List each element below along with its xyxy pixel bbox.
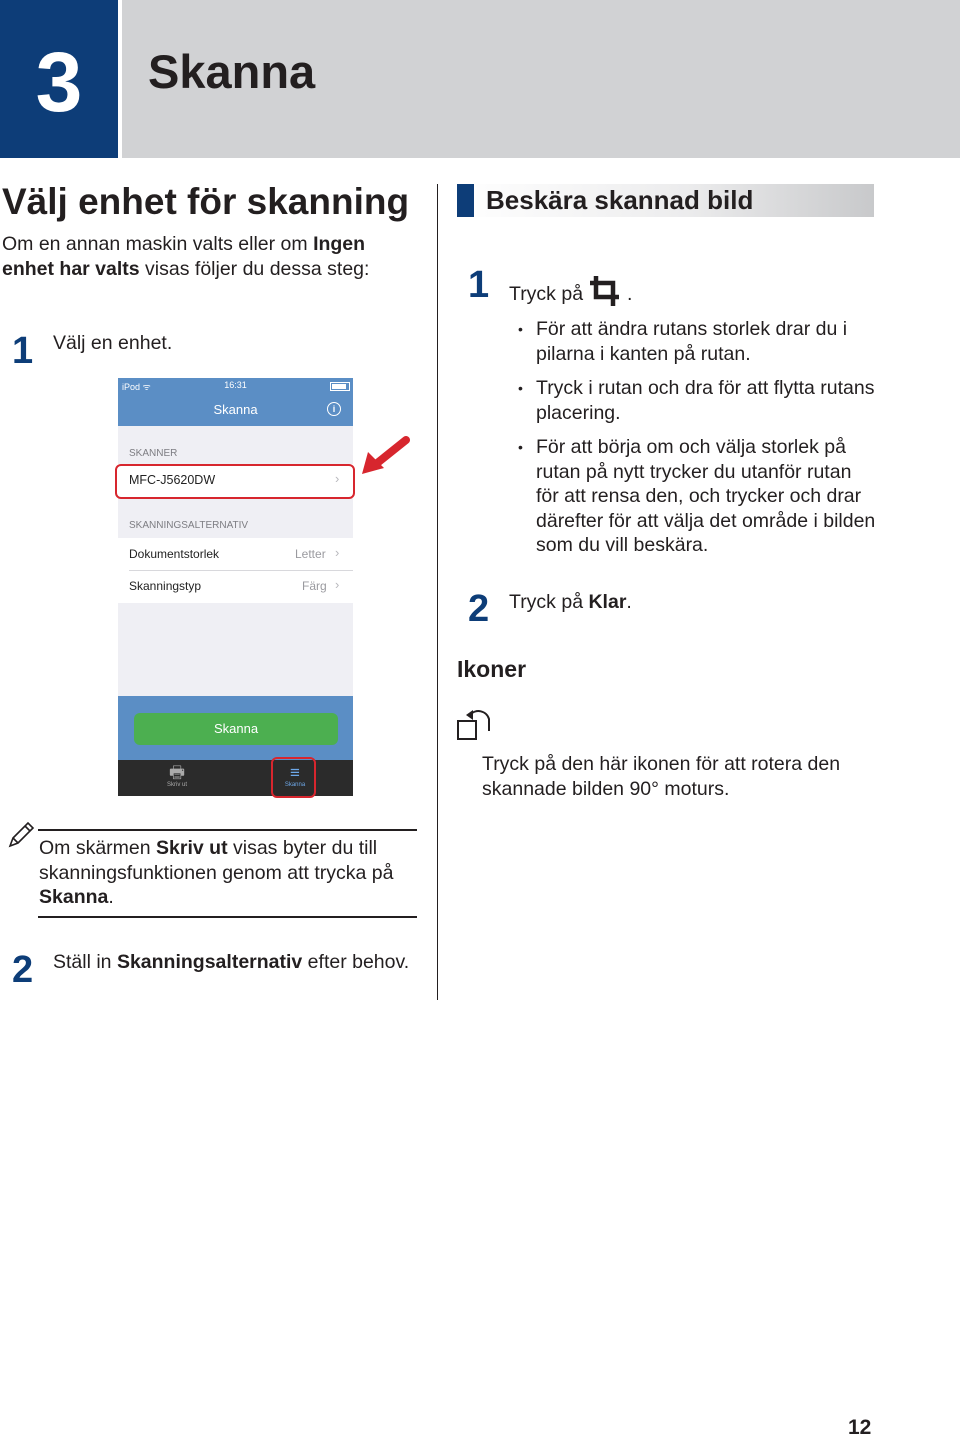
chevron-right-icon: ›	[335, 577, 340, 592]
scanner-icon: ≡	[290, 763, 300, 782]
note-rule-bottom	[38, 916, 417, 918]
option-label-scan-type[interactable]: Skanningstyp	[129, 579, 202, 593]
step-text-2: Ställ in Skanningsalternativ efter behov.	[53, 951, 410, 973]
row-divider	[129, 570, 353, 571]
step-number-2: 2	[12, 949, 34, 991]
page-number: 12	[848, 1416, 872, 1439]
section-heading-bar	[457, 184, 874, 217]
column-divider	[437, 184, 438, 1000]
bullet-item: • Tryck i rutan och dra för att flytta rutans placering.	[518, 377, 875, 424]
crop-step-number-2: 2	[468, 588, 490, 630]
scanner-name: MFC-J5620DW	[129, 473, 216, 487]
phone-section-scanner: SKANNER	[129, 448, 178, 459]
option-label-document-size[interactable]: Dokumentstorlek	[129, 547, 220, 561]
tab-print[interactable]	[154, 763, 200, 788]
crop-step-text-2: Tryck på Klar.	[509, 591, 632, 613]
chapter-number: 3	[35, 35, 83, 129]
crop-step-text-1: Tryck på .	[509, 274, 632, 308]
bullet-dot: •	[518, 380, 523, 396]
option-value-scan-type: Färg	[302, 579, 327, 593]
step-number-1: 1	[12, 330, 34, 372]
note-rule-top	[38, 829, 417, 831]
heading-accent	[457, 184, 474, 217]
bullet-item: • För att ändra rutans storlek drar du i pilarna i kanten på rutan.	[518, 318, 848, 365]
pencil-icon	[6, 820, 36, 850]
phone-scan-button[interactable]: Skanna	[134, 713, 338, 745]
section-heading-select-device: Välj enhet för skanning	[2, 181, 410, 222]
crop-step-number-1: 1	[468, 264, 490, 306]
highlight-scan-tab	[271, 757, 316, 798]
battery-level	[332, 384, 346, 389]
pointer-arrow-icon	[362, 436, 410, 476]
bullet-item: • För att börja om och välja storlek på rutan på nytt trycker du utanför rutan för att rensa den, och trycker och drar därefter för att välja det område i bilden som du vill beskära.	[518, 436, 876, 556]
phone-section-options: SKANNINGSALTERNATIV	[129, 520, 249, 531]
section-heading-crop: Beskära skannad bild	[486, 185, 754, 215]
phone-screenshot	[118, 378, 353, 796]
info-icon[interactable]: i	[327, 402, 341, 416]
bullet-dot: •	[518, 439, 523, 455]
phone-status-device: iPod ᯤ	[122, 382, 151, 392]
icons-heading: Ikoner	[457, 656, 527, 682]
phone-options-list	[118, 538, 353, 603]
note-text: Om skärmen Skriv ut visas byter du till skanningsfunktionen genom att trycka på Skanna.	[39, 837, 394, 908]
crop-icon	[587, 274, 627, 308]
rotate-icon	[456, 705, 494, 743]
chevron-right-icon: ›	[335, 545, 340, 560]
phone-tab-bar	[118, 760, 353, 796]
option-value-document-size: Letter	[295, 547, 326, 561]
bullet-dot: •	[518, 321, 523, 337]
tab-print-label: Skriv ut	[166, 782, 187, 788]
phone-bottom-panel	[118, 696, 353, 760]
highlight-scanner-row	[115, 464, 355, 499]
battery-icon	[330, 382, 350, 391]
chevron-right-icon: ›	[335, 471, 340, 486]
phone-status-time: 16:31	[224, 380, 247, 390]
printer-icon: 🖶	[168, 763, 186, 782]
intro-paragraph: Om en annan maskin valts eller om Ingen enhet har valts visas följer du dessa steg:	[2, 233, 370, 280]
chapter-title: Skanna	[148, 45, 316, 98]
rotate-description: Tryck på den här ikonen för att rotera den skannade bilden 90° moturs.	[482, 753, 841, 800]
tab-scan-label: Skanna	[284, 782, 306, 788]
step-text-1: Välj en enhet.	[53, 332, 173, 354]
phone-nav-bar	[118, 378, 353, 426]
phone-screen-title: Skanna	[213, 402, 258, 417]
